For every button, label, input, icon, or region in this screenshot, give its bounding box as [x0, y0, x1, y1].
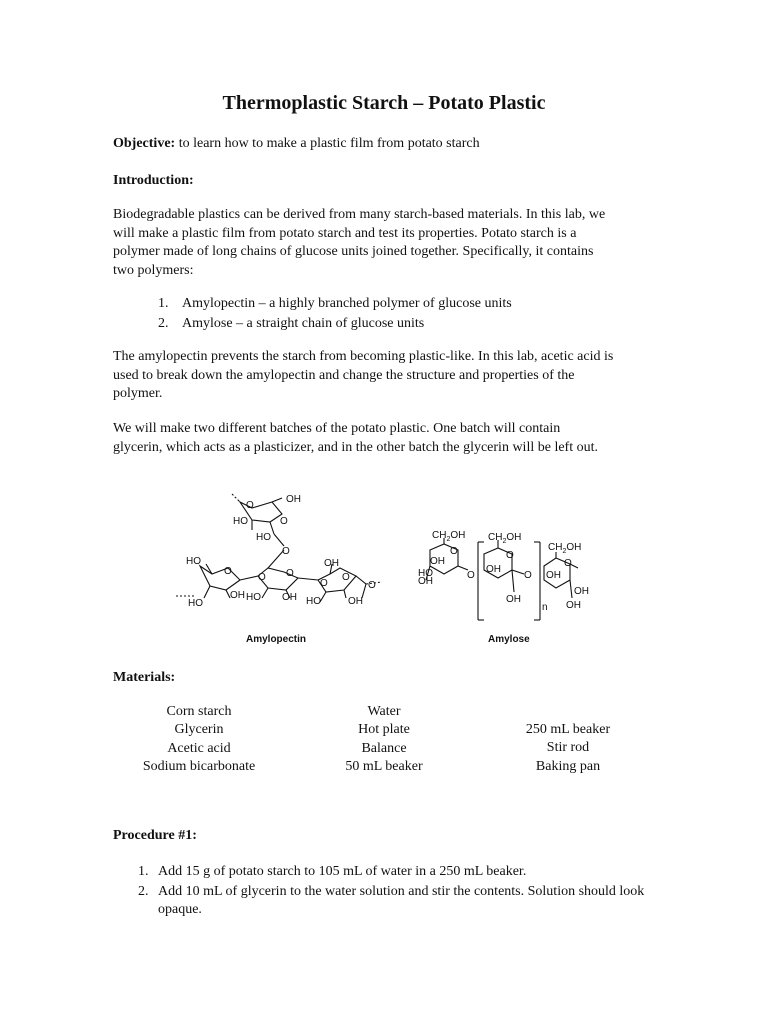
- atom-label: $CH_2OH$: [548, 542, 582, 555]
- objective-paragraph: [113, 135, 658, 154]
- material-item: Water: [367, 704, 401, 719]
- starch-structure-figure: [0, 480, 768, 650]
- material-item: Sodium bicarbonate: [142, 758, 256, 774]
- amylopectin-caption: Amylopectin: [246, 634, 307, 645]
- atom-label: OH: [282, 592, 297, 603]
- intro-paragraph-3: [113, 420, 658, 457]
- amylose-caption: Amylose: [488, 634, 530, 645]
- intro-p1-line: polymer made of long chains of glucose units joined together. Specifically, it contains: [113, 244, 594, 259]
- list-item: 1. Amylopectin – a highly branched polymer of glucose units: [158, 296, 512, 311]
- atom-label: OH: [230, 590, 245, 601]
- atom-label: HO: [246, 592, 261, 603]
- objective-text: to learn how to make a plastic film from potato starch: [175, 136, 480, 151]
- objective-label: Objective:: [113, 136, 176, 151]
- atom-label: OH: [324, 558, 339, 569]
- material-item: Stir rod: [546, 740, 590, 756]
- atom-label: HO: [418, 568, 433, 579]
- atom-label: OH: [418, 576, 433, 587]
- material-item: Balance: [361, 740, 407, 756]
- atom-label: HO: [186, 556, 201, 567]
- intro-p3-line: We will make two different batches of the potato plastic. One batch will contain: [113, 421, 561, 436]
- intro-p1-line: two polymers:: [113, 262, 194, 278]
- material-item: Glycerin: [174, 722, 224, 738]
- materials-column-3: [500, 721, 636, 776]
- atom-label: OH: [286, 494, 301, 505]
- material-item: 250 mL beaker: [525, 722, 611, 737]
- atom-label: O: [224, 566, 232, 577]
- materials-column-2: [320, 703, 448, 776]
- intro-paragraph-2: [113, 348, 658, 404]
- atom-label: O: [282, 546, 290, 557]
- atom-label: O: [368, 580, 376, 591]
- atom-label: OH: [546, 570, 561, 581]
- atom-label: OH: [430, 556, 445, 567]
- atom-label: HO: [188, 598, 203, 609]
- intro-p2-line: polymer.: [113, 386, 163, 401]
- atom-label: O: [564, 558, 572, 569]
- material-item: Hot plate: [358, 722, 410, 738]
- list-item: 2. Amylose – a straight chain of glucose units: [158, 315, 425, 331]
- intro-p2-line: used to break down the amylopectin and change the structure and properties of the: [113, 367, 575, 383]
- atom-label: O: [467, 570, 475, 581]
- atom-label: HO: [306, 596, 321, 607]
- atom-label: HO: [233, 516, 248, 527]
- atom-label: $CH_2OH$: [432, 530, 466, 543]
- material-item: Baking pan: [535, 758, 601, 774]
- introduction-heading: Introduction:: [113, 173, 194, 188]
- atom-label: O: [320, 578, 328, 589]
- atom-label: O: [246, 500, 254, 511]
- atom-label: OH: [348, 596, 363, 607]
- document-title: Thermoplastic Starch – Potato Plastic: [222, 92, 546, 114]
- structure-diagram: [0, 480, 768, 650]
- list-item: 1. Add 15 g of potato starch to 105 mL of water in a 250 mL beaker.: [138, 864, 527, 879]
- atom-label: O: [506, 550, 514, 561]
- atom-label: OH: [574, 586, 589, 597]
- procedure-steps: [138, 863, 658, 921]
- intro-p3-line: glycerin, which acts as a plasticizer, and in the other batch the glycerin will be left out.: [113, 439, 598, 455]
- material-item: Corn starch: [166, 704, 232, 719]
- atom-label: O: [524, 570, 532, 581]
- list-item: 2. Add 10 mL of glycerin to the water solution and stir the contents. Solution should look opaque.: [138, 883, 645, 917]
- polymer-list: [158, 294, 512, 333]
- atom-label: O: [280, 516, 288, 527]
- atom-label: O: [450, 546, 458, 557]
- atom-label: HO: [256, 532, 271, 543]
- material-item: Acetic acid: [167, 740, 231, 756]
- materials-column-1: [128, 703, 270, 776]
- intro-p1-line: Biodegradable plastics can be derived from many starch-based materials. In this lab, we: [113, 207, 606, 222]
- intro-p1-line: will make a plastic film from potato starch and test its properties. Potato starch is a: [113, 225, 577, 241]
- intro-paragraph-1: [113, 206, 658, 280]
- atom-label: OH: [486, 564, 501, 575]
- atom-label: n: [542, 602, 548, 613]
- atom-label: OH: [506, 594, 521, 605]
- intro-p2-line: The amylopectin prevents the starch from becoming plastic-like. In this lab, acetic acid is: [113, 349, 614, 364]
- material-item: 50 mL beaker: [345, 758, 423, 774]
- procedure-heading: Procedure #1:: [113, 828, 197, 843]
- atom-label: OH: [566, 600, 581, 611]
- atom-label: O: [258, 572, 266, 583]
- materials-heading: Materials:: [113, 670, 176, 685]
- atom-label: O: [286, 568, 294, 579]
- atom-label: O: [342, 572, 350, 583]
- atom-label: $CH_2OH$: [488, 532, 522, 545]
